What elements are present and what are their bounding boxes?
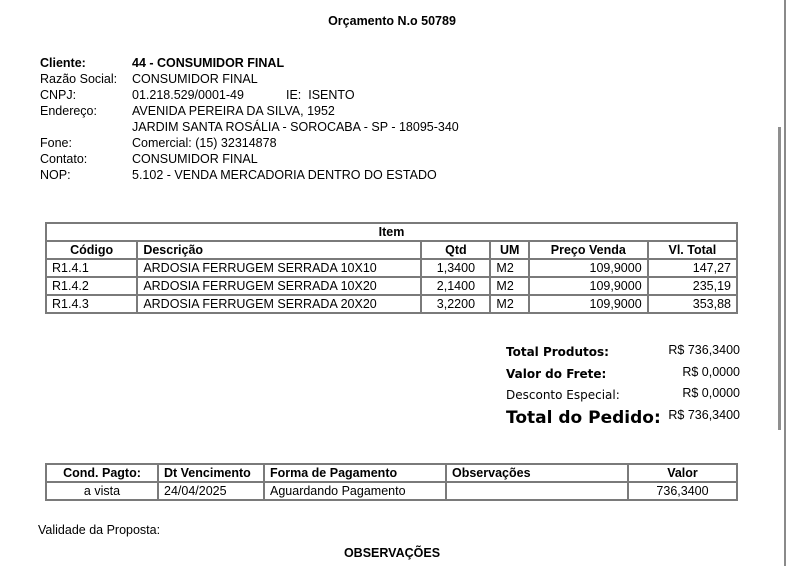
- endereco-label: Endereço:: [40, 104, 97, 118]
- cell-qtd: 2,1400: [421, 277, 490, 295]
- cell-forma-pagamento: Aguardando Pagamento: [264, 482, 446, 500]
- cell-descricao: ARDOSIA FERRUGEM SERRADA 10X10: [137, 259, 421, 277]
- cell-preco-venda: 109,9000: [529, 259, 648, 277]
- page-title: Orçamento N.o 50789: [328, 14, 456, 28]
- cell-preco-venda: 109,9000: [529, 277, 648, 295]
- items-caption: Item: [46, 223, 737, 241]
- client-value: 44 - CONSUMIDOR FINAL: [132, 56, 285, 70]
- valor-frete-value: R$ 0,0000: [682, 364, 740, 379]
- cell-dt-vencimento: 24/04/2025: [158, 482, 264, 500]
- cell-qtd: 3,2200: [421, 295, 490, 313]
- items-caption-row: [46, 223, 737, 241]
- table-row: [46, 259, 737, 277]
- fone-value: Comercial: (15) 32314878: [132, 136, 277, 150]
- header-um: UM: [490, 241, 529, 259]
- valor-frete-label: Valor do Frete:: [506, 366, 607, 381]
- contato-value: CONSUMIDOR FINAL: [132, 152, 258, 166]
- cell-um: M2: [490, 259, 529, 277]
- header-valor: Valor: [628, 464, 737, 482]
- header-cond-pagto: Cond. Pagto:: [46, 464, 158, 482]
- items-table: [45, 222, 738, 314]
- table-row: [46, 277, 737, 295]
- desconto-value: R$ 0,0000: [682, 386, 740, 400]
- validade-label: Validade da Proposta:: [38, 523, 161, 537]
- nop-label: NOP:: [40, 168, 71, 182]
- header-forma-pagamento: Forma de Pagamento: [264, 464, 446, 482]
- header-descricao: Descrição: [137, 241, 421, 259]
- header-vl-total: Vl. Total: [648, 241, 737, 259]
- ie-value: IE: ISENTO: [286, 88, 355, 102]
- razao-social-label: Razão Social:: [40, 72, 118, 86]
- cell-descricao: ARDOSIA FERRUGEM SERRADA 20X20: [137, 295, 421, 313]
- total-produtos-value: R$ 736,3400: [668, 343, 740, 357]
- items-header-row: [46, 241, 737, 259]
- endereco-line1: AVENIDA PEREIRA DA SILVA, 1952: [132, 104, 335, 118]
- cell-vl-total: 353,88: [648, 295, 737, 313]
- payment-table: [45, 463, 738, 501]
- fone-label: Fone:: [40, 136, 72, 150]
- cell-preco-venda: 109,9000: [529, 295, 648, 313]
- cell-vl-total: 147,27: [648, 259, 737, 277]
- table-row: [46, 482, 737, 500]
- cell-codigo: R1.4.3: [46, 295, 137, 313]
- cell-codigo: R1.4.2: [46, 277, 137, 295]
- cell-descricao: ARDOSIA FERRUGEM SERRADA 10X20: [137, 277, 421, 295]
- header-dt-vencimento: Dt Vencimento: [158, 464, 264, 482]
- header-observacoes: Observações: [446, 464, 628, 482]
- cell-qtd: 1,3400: [421, 259, 490, 277]
- client-label: Cliente:: [40, 56, 86, 70]
- total-produtos-label: Total Produtos:: [506, 345, 609, 359]
- payment-header-row: [46, 464, 737, 482]
- cnpj-value: 01.218.529/0001-49: [132, 88, 244, 102]
- nop-value: 5.102 - VENDA MERCADORIA DENTRO DO ESTADO: [132, 168, 437, 182]
- valor-frete-row: [506, 365, 740, 387]
- cell-cond-pagto: a vista: [46, 482, 158, 500]
- cell-codigo: R1.4.1: [46, 259, 137, 277]
- desconto-row: [506, 386, 740, 408]
- endereco-line2: JARDIM SANTA ROSÁLIA - SOROCABA - SP - 18095-340: [132, 120, 459, 134]
- vertical-scrollbar-thumb[interactable]: [778, 127, 781, 430]
- total-pedido-value: R$ 736,3400: [668, 407, 740, 422]
- total-pedido-label: Total do Pedido:: [506, 407, 661, 428]
- total-produtos-row: [506, 343, 740, 365]
- header-codigo: Código: [46, 241, 137, 259]
- cell-um: M2: [490, 277, 529, 295]
- cell-valor: 736,3400: [628, 482, 737, 500]
- totals-block: [506, 343, 740, 429]
- cnpj-label: CNPJ:: [40, 88, 77, 102]
- header-qtd: Qtd: [421, 241, 490, 259]
- observacoes-title: OBSERVAÇÕES: [343, 546, 441, 560]
- contato-label: Contato:: [40, 152, 88, 166]
- cell-observacoes: [446, 482, 628, 500]
- razao-social-value: CONSUMIDOR FINAL: [132, 72, 258, 86]
- total-pedido-row: [506, 408, 740, 430]
- cell-vl-total: 235,19: [648, 277, 737, 295]
- header-preco-venda: Preço Venda: [529, 241, 648, 259]
- desconto-label: Desconto Especial:: [506, 388, 620, 402]
- cell-um: M2: [490, 295, 529, 313]
- table-row: [46, 295, 737, 313]
